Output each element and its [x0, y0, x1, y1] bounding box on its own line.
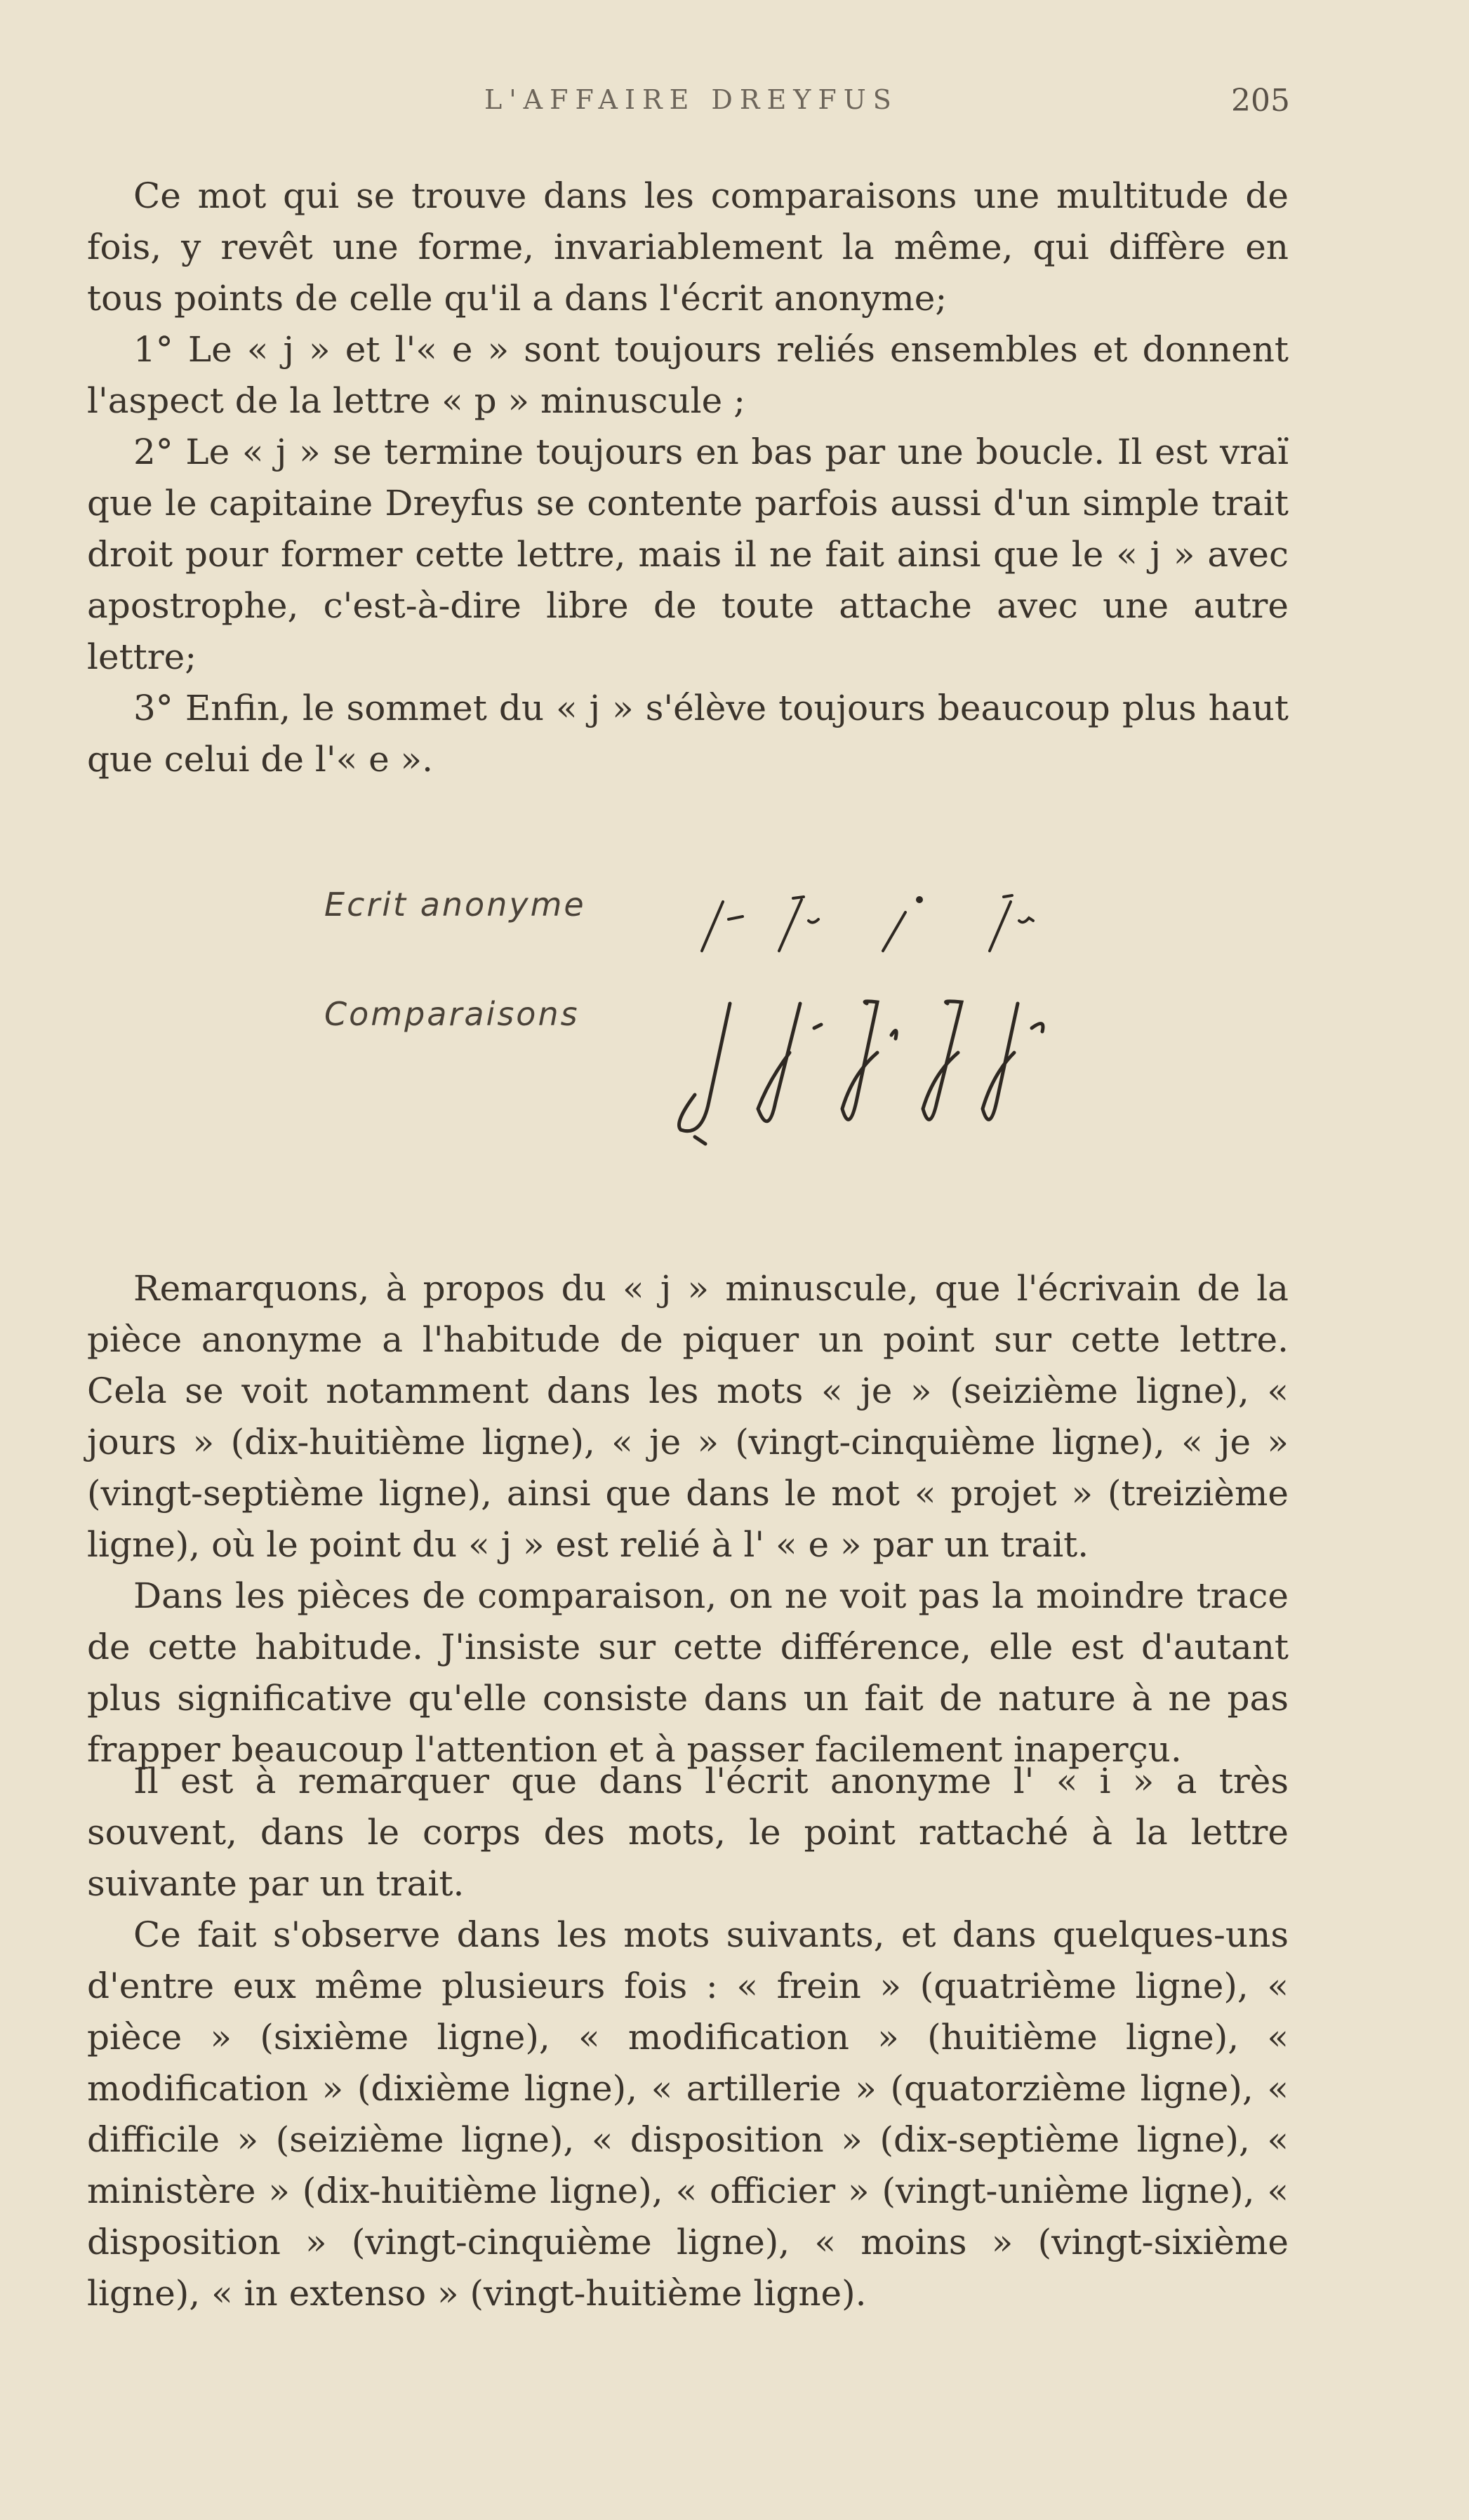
handwriting-figure [0, 870, 1469, 1165]
paragraph: Remarquons, à propos du « j » minuscule, que l'écrivain de la pièce anonyme a l'habitude de piquer un point sur cette lettre. Cela se voit notamment dans les mots « je » (seizième ligne), « jours » (dix-huitième ligne), « je » (vingt-cinquième ligne), « je » (vingt-septième ligne), ainsi que dans le mot « projet » (treizième ligne), où le point du « j » est relié à l' « e » par un trait. [87, 1268, 1289, 1565]
handwriting-samples-anonymous [674, 884, 1095, 961]
paragraph: Ce fait s'observe dans les mots suivants, et dans quelques-uns d'entre eux même plusieurs fois : « frein » (quatrième ligne), « pièce » (sixième ligne), « modification » (huitième ligne), « modification » (dixième ligne), « artillerie » (quatorzième ligne), « difficile » (seizième ligne), « disposition » (dix-septième ligne), « ministère » (dix-huitième ligne), « officier » (vingt-unième ligne), « disposition » (vingt-cinquième ligne), « moins » (vingt-sixième ligne), « in extenso » (vingt-huitième ligne). [87, 1914, 1289, 2314]
running-title: L'AFFAIRE DREYFUS [484, 84, 898, 115]
paragraph: Il est à remarquer que dans l'écrit anonyme l' « i » a très souvent, dans le corps des mots, le point rattaché à la lettre suivante par un trait. [87, 1761, 1289, 1904]
label-comparisons: Comparaisons [324, 995, 580, 1033]
text-block-top [87, 171, 1289, 785]
paragraph: Ce mot qui se trouve dans les comparaisons une multitude de fois, y revêt une forme, invariablement la même, qui diffère en tous points de celle qu'il a dans l'écrit anonyme; [87, 175, 1289, 319]
paragraph: 1° Le « j » et l'« e » sont toujours reliés ensembles et donnent l'aspect de la lettre « p » minuscule ; [87, 329, 1289, 421]
label-anonymous-writing: Ecrit anonyme [324, 886, 586, 924]
page-number: 205 [1231, 83, 1290, 119]
paragraph: 3° Enfin, le sommet du « j » s'élève toujours beaucoup plus haut que celui de l'« e ». [87, 688, 1289, 780]
handwriting-samples-comparisons [653, 996, 1130, 1158]
running-header [0, 79, 1469, 128]
paragraph: 2° Le « j » se termine toujours en bas par une boucle. Il est vraï que le capitaine Dreyfus se contente parfois aussi d'un simple trait droit pour former cette lettre, mais il ne fait ainsi que le « j » avec apostrophe, c'est-à-dire libre de toute attache avec une autre lettre; [87, 432, 1289, 677]
paragraph: Dans les pièces de comparaison, on ne voit pas la moindre trace de cette habitude. J'insiste sur cette différence, elle est d'autant plus significative qu'elle consiste dans un fait de nature à ne pas frapper beaucoup l'attention et à passer facilement inaperçu. [87, 1575, 1289, 1770]
text-block-bottom [87, 1756, 1289, 2319]
text-block-middle [87, 1263, 1289, 1775]
